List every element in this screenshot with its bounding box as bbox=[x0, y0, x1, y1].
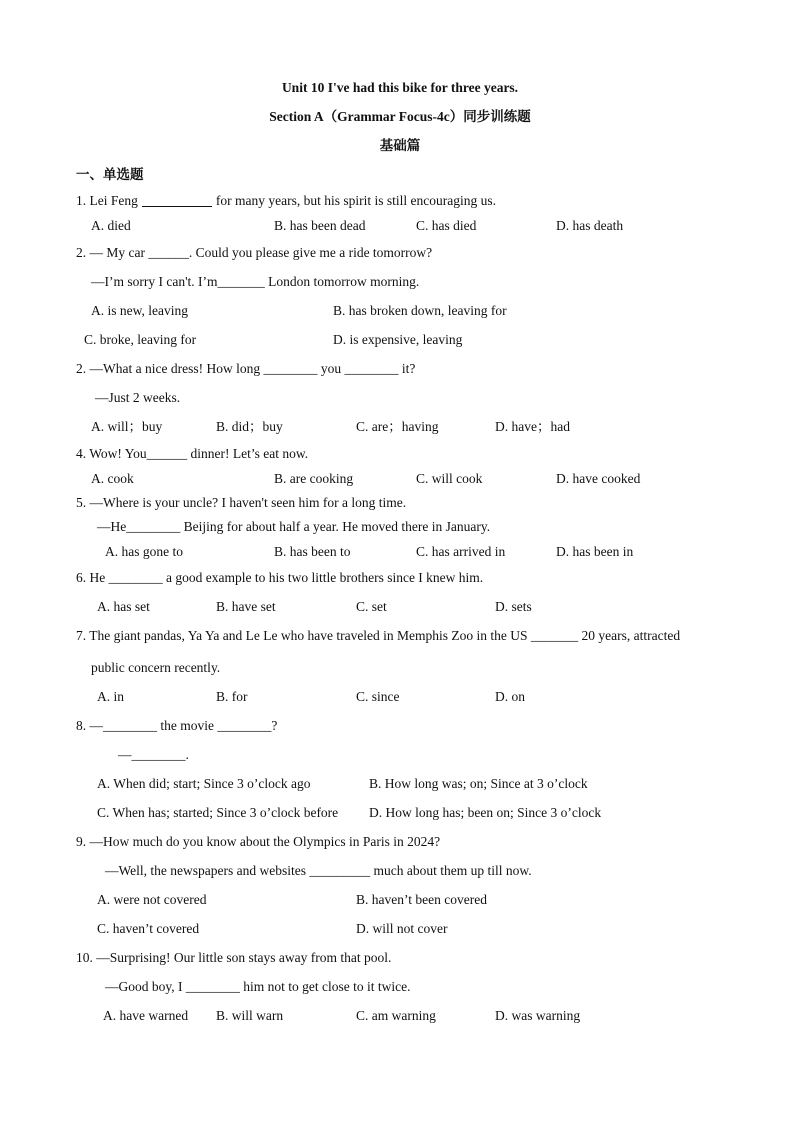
q8-option-d: D. How long has; been on; Since 3 o’clock bbox=[369, 805, 602, 820]
q3-option-d: D. have；had bbox=[495, 419, 570, 434]
q10-option-d: D. was warning bbox=[495, 1008, 581, 1023]
unit-title: Unit 10 I've had this bike for three years. bbox=[281, 80, 519, 95]
question-10-line-2: —Good boy, I ________ him not to get close to it twice. bbox=[105, 979, 411, 994]
q4-option-c: C. will cook bbox=[416, 471, 483, 486]
question-3-line-2: —Just 2 weeks. bbox=[95, 390, 181, 405]
q2-option-a: A. is new, leaving bbox=[91, 303, 188, 318]
question-8-line-2: —________. bbox=[118, 747, 189, 762]
q4-option-d: D. have cooked bbox=[556, 471, 641, 486]
question-7-line-2: public concern recently. bbox=[91, 660, 221, 675]
question-4-line-1: 4. Wow! You______ dinner! Let’s eat now. bbox=[76, 446, 309, 461]
q9-option-a: A. were not covered bbox=[97, 892, 207, 907]
q2-option-d: D. is expensive, leaving bbox=[333, 332, 463, 347]
q1-option-a: A. died bbox=[91, 218, 131, 233]
q4-option-a: A. cook bbox=[91, 471, 134, 486]
q10-option-c: C. am warning bbox=[356, 1008, 436, 1023]
q8-option-b: B. How long was; on; Since at 3 o’clock bbox=[369, 776, 588, 791]
q9-option-c: C. haven’t covered bbox=[97, 921, 200, 936]
q1-option-c: C. has died bbox=[416, 218, 477, 233]
question-2-line-2: —I’m sorry I can't. I’m_______ London tomorrow morning. bbox=[91, 274, 420, 289]
q1-option-d: D. has death bbox=[556, 218, 624, 233]
question-7-line-1: 7. The giant pandas, Ya Ya and Le Le who have traveled in Memphis Zoo in the US _______ 20 years, attracted bbox=[76, 628, 681, 643]
q2-option-c: C. broke, leaving for bbox=[84, 332, 197, 347]
question-5-line-2: —He________ Beijing for about half a year. He moved there in January. bbox=[97, 519, 491, 534]
question-9-line-1: 9. —How much do you know about the Olympics in Paris in 2024? bbox=[76, 834, 441, 849]
question-5-line-1: 5. —Where is your uncle? I haven't seen him for a long time. bbox=[76, 495, 407, 510]
question-2-line-1: 2. — My car ______. Could you please give me a ride tomorrow? bbox=[76, 245, 433, 260]
q6-option-a: A. has set bbox=[97, 599, 150, 614]
q3-option-a: A. will；buy bbox=[91, 419, 163, 434]
q7-option-c: C. since bbox=[356, 689, 400, 704]
q7-option-d: D. on bbox=[495, 689, 525, 704]
question-8-line-1: 8. —________ the movie ________? bbox=[76, 718, 278, 733]
q2-option-b: B. has broken down, leaving for bbox=[333, 303, 507, 318]
q7-option-a: A. in bbox=[97, 689, 124, 704]
q6-option-d: D. sets bbox=[495, 599, 532, 614]
section-heading: 一、单选题 bbox=[76, 167, 144, 182]
q8-option-a: A. When did; start; Since 3 o’clock ago bbox=[97, 776, 311, 791]
question-3-line-1: 2. —What a nice dress! How long ________ you ________ it? bbox=[76, 361, 416, 376]
answer-blank bbox=[142, 193, 212, 207]
question-1-stem-rest: for many years, but his spirit is still encouraging us. bbox=[215, 193, 496, 208]
q8-option-c: C. When has; started; Since 3 o’clock before bbox=[97, 805, 339, 820]
q5-option-a: A. has gone to bbox=[105, 544, 183, 559]
q9-option-b: B. haven’t been covered bbox=[356, 892, 487, 907]
q10-option-a: A. have warned bbox=[103, 1008, 189, 1023]
question-1-stem: 1. Lei Feng bbox=[76, 193, 138, 208]
q5-option-b: B. has been to bbox=[274, 544, 351, 559]
q5-option-d: D. has been in bbox=[556, 544, 634, 559]
q5-option-c: C. has arrived in bbox=[416, 544, 506, 559]
level-title: 基础篇 bbox=[379, 138, 421, 153]
question-10-line-1: 10. —Surprising! Our little son stays away from that pool. bbox=[76, 950, 392, 965]
q9-option-d: D. will not cover bbox=[356, 921, 448, 936]
question-6-line-1: 6. He ________ a good example to his two little brothers since I knew him. bbox=[76, 570, 484, 585]
q6-option-c: C. set bbox=[356, 599, 387, 614]
q7-option-b: B. for bbox=[216, 689, 248, 704]
question-1 bbox=[76, 193, 496, 209]
q10-option-b: B. will warn bbox=[216, 1008, 284, 1023]
q3-option-c: C. are；having bbox=[356, 419, 439, 434]
section-title: Section A（Grammar Focus-4c）同步训练题 bbox=[269, 109, 531, 124]
q4-option-b: B. are cooking bbox=[274, 471, 354, 486]
q1-option-b: B. has been dead bbox=[274, 218, 366, 233]
q3-option-b: B. did；buy bbox=[216, 419, 283, 434]
q6-option-b: B. have set bbox=[216, 599, 276, 614]
question-9-line-2: —Well, the newspapers and websites _________ much about them up till now. bbox=[105, 863, 532, 878]
